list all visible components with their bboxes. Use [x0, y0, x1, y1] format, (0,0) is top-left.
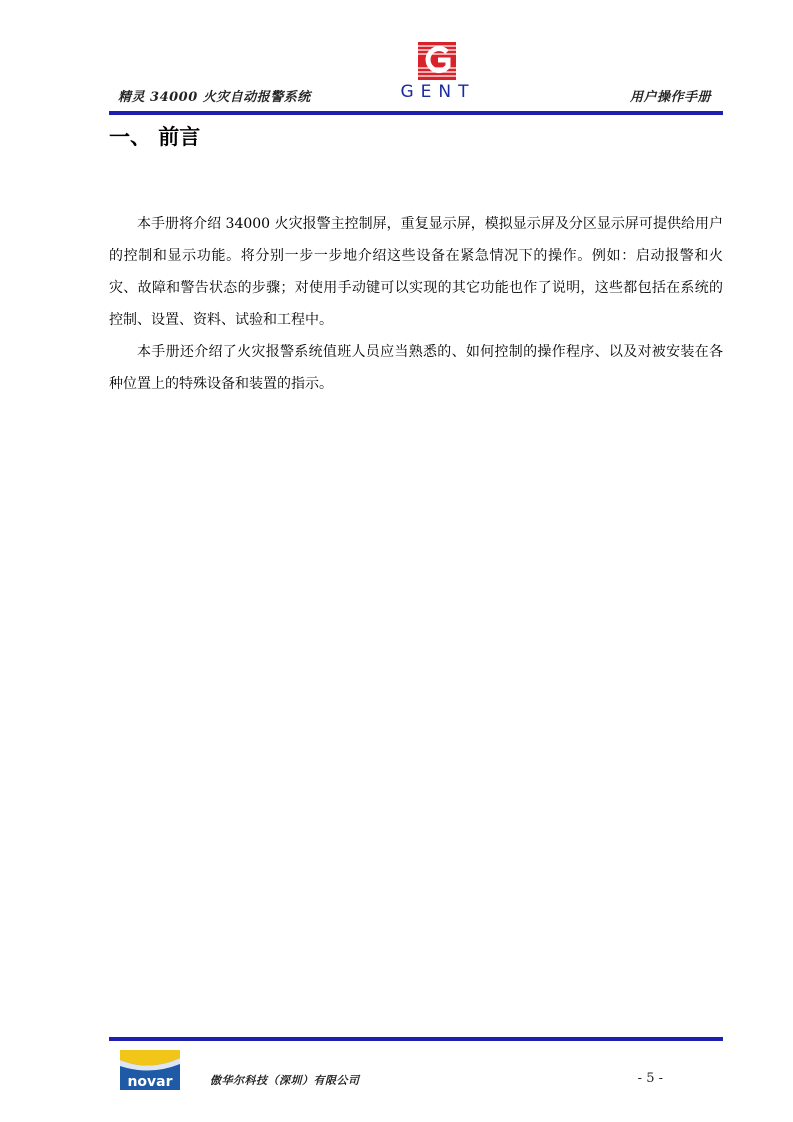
- page-number: - 5 -: [637, 1071, 663, 1086]
- brand-name: GENT: [400, 82, 476, 102]
- header-divider: [109, 111, 723, 115]
- footer-company: 傲华尔科技（深圳）有限公司: [210, 1074, 360, 1087]
- paragraph: 本手册将介绍 34000 火灾报警主控制屏，重复显示屏，模拟显示屏及分区显示屏可提供给用户的控制和显示功能。将分别一步一步地介绍这些设备在紧急情况下的操作。例如：启动报警和火灾、故障和警告状态的步骤；对使用手动键可以实现的其它功能也作了说明，这些都包括在系统的控制、设置、资料、试验和工程中。: [109, 216, 723, 328]
- footer-divider: [109, 1037, 723, 1041]
- gent-logo: [392, 42, 484, 102]
- novar-logo: [120, 1050, 180, 1090]
- novar-logo-text: novar: [127, 1074, 173, 1090]
- header-left-title: 精灵 34000 火灾自动报警系统: [118, 90, 311, 105]
- paragraph: 本手册还介绍了火灾报警系统值班人员应当熟悉的、如何控制的操作程序、以及对被安装在各种位置上的特殊设备和装置的指示。: [109, 344, 723, 392]
- body-text: [109, 208, 723, 400]
- gent-logo-mark-icon: [418, 42, 456, 80]
- section-title: 一、 前言: [109, 125, 201, 149]
- header-right-title: 用户操作手册: [629, 90, 711, 105]
